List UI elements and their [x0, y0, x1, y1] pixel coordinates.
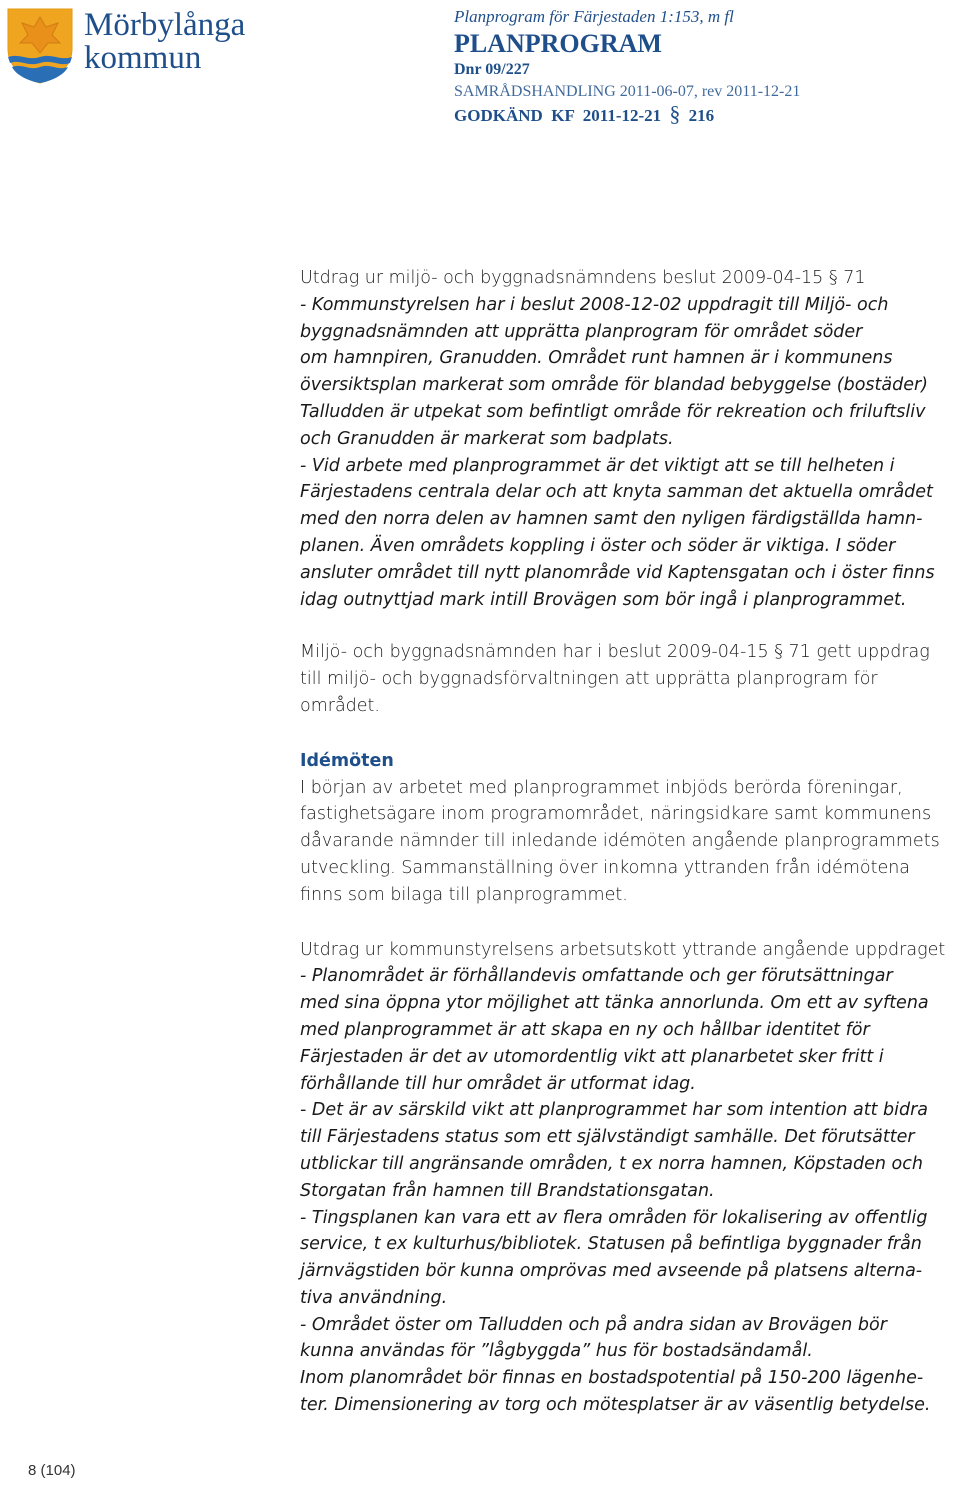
- paragraph-line: Färjestadens centrala delar och att knyta samman det aktuella området: [300, 482, 933, 503]
- section-heading: Idémöten: [300, 750, 394, 771]
- paragraph-line: Talludden är utpekat som befintligt område för rekreation och friluftsliv: [300, 401, 926, 422]
- logo-wordmark: [84, 9, 245, 75]
- paragraph-line: järnvägstiden bör kunna omprövas med avseende på platsens alterna-: [300, 1261, 923, 1282]
- paragraph-mbn-decision: [300, 639, 950, 719]
- consultation-line: SAMRÅDSHANDLING 2011-06-07, rev 2011-12-21: [454, 83, 801, 100]
- paragraph-line: med den norra delen av hamnen samt den nyligen färdigställda hamn-: [300, 509, 923, 530]
- logo-line-1: Mörbylånga: [84, 7, 246, 43]
- paragraph-line: om hamnpiren, Granudden. Området runt hamnen är i kommunens: [300, 348, 893, 369]
- paragraph-line: ansluter området till nytt planområde vid Kaptensgatan och i öster finns: [300, 562, 935, 583]
- paragraph-line: planen. Även områdets koppling i öster och söder är viktiga. I söder: [300, 535, 896, 556]
- municipal-shield-icon: [4, 5, 76, 85]
- paragraph-line: tiva användning.: [300, 1287, 448, 1308]
- paragraph-line: byggnadsnämnden att upprätta planprogram för området söder: [300, 321, 863, 342]
- paragraph-line: finns som bilaga till planprogrammet.: [300, 884, 628, 905]
- paragraph-line: - Planområdet är förhållandevis omfattande och ger förutsättningar: [300, 966, 893, 987]
- paragraph-line: till miljö- och byggnadsförvaltningen att upprätta planprogram för: [300, 669, 878, 690]
- paragraph-line: med sina öppna ytor möjlighet att tänka annorlunda. Om ett av syftena: [300, 993, 929, 1014]
- paragraph-line: - Vid arbete med planprogrammet är det viktigt att se till helheten i: [300, 455, 895, 476]
- approval-number: 216: [688, 106, 715, 125]
- paragraph-line: Miljö- och byggnadsnämnden har i beslut 2009-04-15 § 71 gett uppdrag: [300, 642, 930, 663]
- municipality-logo: [4, 5, 264, 85]
- document-header: [454, 6, 800, 127]
- series-title: Planprogram för Färjestaden 1:153, m fl: [454, 7, 734, 26]
- paragraph-line: med planprogrammet är att skapa en ny och hållbar identitet för: [300, 1019, 870, 1040]
- paragraph-line: och Granudden är markerat som badplats.: [300, 428, 674, 449]
- paragraph-line: förhållande till hur området är utformat idag.: [300, 1073, 696, 1094]
- paragraph-ks-excerpt: [300, 937, 950, 1419]
- paragraph-line: Utdrag ur miljö- och byggnadsnämndens beslut 2009-04-15 § 71: [300, 268, 866, 288]
- paragraph-line: - Kommunstyrelsen har i beslut 2008-12-02 uppdragit till Miljö- och: [300, 294, 889, 315]
- paragraph-mbn-excerpt: [300, 265, 950, 613]
- paragraph-line: fastighetsägare inom programområdet, näringsidkare samt kommunens: [300, 804, 932, 825]
- page-number: 8 (104): [28, 1462, 76, 1479]
- paragraph-line: Storgatan från hamnen till Brandstationsgatan.: [300, 1180, 715, 1201]
- approval-prefix: GODKÄND KF 2011-12-21: [454, 106, 662, 125]
- paragraph-line: utblickar till angränsande områden, t ex norra hamnen, Köpstaden och: [300, 1153, 923, 1174]
- diary-number: Dnr 09/227: [454, 61, 530, 78]
- paragraph-line: - Området öster om Talludden och på andra sidan av Brovägen bör: [300, 1314, 887, 1335]
- paragraph-line: I början av arbetet med planprogrammet inbjöds berörda föreningar,: [300, 777, 903, 798]
- paragraph-line: till Färjestadens status som ett självständigt samhälle. Det förutsätter: [300, 1127, 915, 1148]
- paragraph-line: - Tingsplanen kan vara ett av flera områden för lokalisering av offentlig: [300, 1207, 928, 1228]
- paragraph-line: kunna användas för ”lågbyggda” hus för bostadsändamål.: [300, 1341, 813, 1362]
- approval-line: [454, 103, 800, 127]
- paragraph-line: området.: [300, 695, 380, 716]
- paragraph-line: - Det är av särskild vikt att planprogrammet har som intention att bidra: [300, 1100, 929, 1121]
- logo-line-2: kommun: [84, 40, 202, 76]
- paragraph-line: dåvarande nämnder till inledande idémöten angående planprogrammets: [300, 831, 940, 852]
- section-idemoten: [300, 748, 950, 909]
- paragraph-line: ter. Dimensionering av torg och mötesplatser är av väsentlig betydelse.: [300, 1395, 931, 1416]
- main-content: [300, 265, 950, 1419]
- paragraph-line: idag outnyttjad mark intill Brovägen som bör ingå i planprogrammet.: [300, 589, 907, 610]
- paragraph-line: översiktsplan markerat som område för blandad bebyggelse (bostäder): [300, 375, 929, 396]
- section-sign: §: [669, 101, 681, 126]
- paragraph-line: Inom planområdet bör finnas en bostadspotential på 150-200 lägenhe-: [300, 1368, 924, 1389]
- paragraph-line: service, t ex kulturhus/bibliotek. Statusen på befintliga byggnader från: [300, 1234, 922, 1255]
- document-title: PLANPROGRAM: [454, 29, 662, 58]
- paragraph-line: Färjestaden är det av utomordentlig vikt att planarbetet sker fritt i: [300, 1046, 884, 1067]
- paragraph-line: Utdrag ur kommunstyrelsens arbetsutskott yttrande angående uppdraget: [300, 939, 946, 960]
- paragraph-line: utveckling. Sammanställning över inkomna yttranden från idémötena: [300, 857, 911, 878]
